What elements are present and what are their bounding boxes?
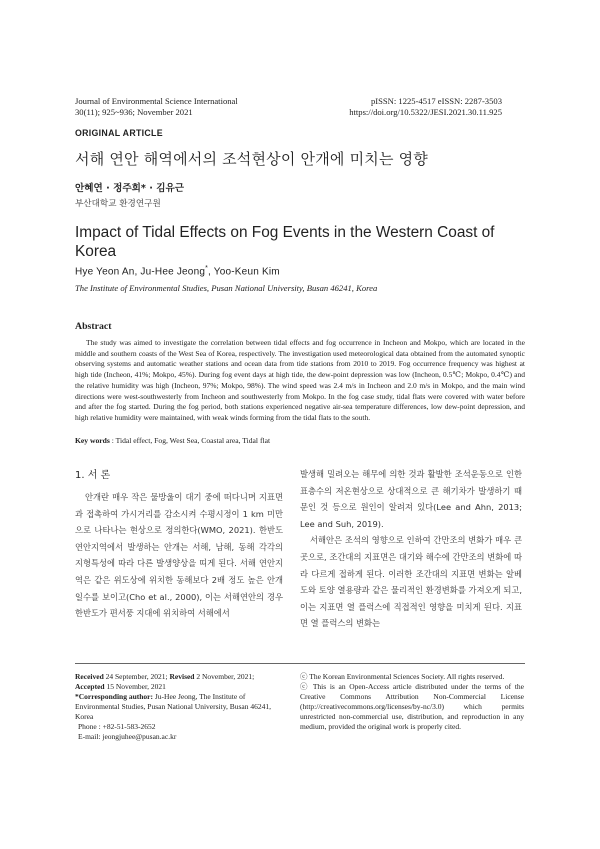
- article-type: ORIGINAL ARTICLE: [75, 128, 163, 138]
- license-notice: ⓒ This is an Open-Access article distributed under the terms of the Creative Commons Attribution Non-Commercial License (http://creativecommons.org/licenses/by-nc/3.0) which permits unrestricted non-commercial use, distribution, and reproduction in any medium, provided the original work is properly cited.: [300, 682, 524, 731]
- title-english: Impact of Tidal Effects on Fog Events in the Western Coast of Korea: [75, 224, 495, 260]
- intro-left-column: 안개란 매우 작은 물방울이 대기 중에 떠다니며 지표면과 접촉하여 가시거리를 감소시켜 수평시정이 1 km 미만으로 나타나는 현상으로 정의한다(WMO, 2021). 한반도 연안지역에서 발생하는 안개는 서해, 남해, 동해 각각의 지형특성에 따라 다른 발생양상을 띠게 된다. 서해 연안지역은 같은 위도상에 위치한 동해보다 2배 정도 높은 안개 일수를 보이고(Cho et al., 2000), 이는 서해연안의 경우 한반도가 편서풍 지대에 위치하여 서해에서: [75, 492, 283, 619]
- keywords-label: Key words: [75, 436, 110, 445]
- intro-paragraph-2: 서해안은 조석의 영향으로 인하여 간만조의 변화가 매우 큰 곳으로, 조간대의 지표면은 대기와 해수에 간만조의 변화에 따라 다르게 접하게 된다. 이러한 조간대의 지표면 변화는 알베도와 토양 열용량과 같은 물리적인 환경변화를 가져오게 되고, 이는 지표면 열 플럭스에 직접적인 영향을 미치게 된다. 지표면 열 플럭스의 변화는: [300, 535, 522, 629]
- journal-name: Journal of Environmental Science International: [75, 96, 238, 106]
- revised-date: 2 November, 2021;: [194, 672, 255, 681]
- authors-english: [75, 265, 280, 277]
- journal-doi[interactable]: https://doi.org/10.5322/JESI.2021.30.11.925: [349, 107, 502, 117]
- corresponding-label: *Corresponding author:: [75, 692, 153, 701]
- keywords: [75, 436, 525, 445]
- section-heading-introduction: 1. 서 론: [75, 470, 111, 481]
- copyright-notice: ⓒ The Korean Environmental Sciences Society. All rights reserved.: [300, 672, 505, 681]
- corresponding-author: Ju-Hee Jeong, The Institute of Environmental Studies, Pusan National University, Busan 46241, Korea: [75, 692, 271, 721]
- journal-ids: [349, 96, 502, 118]
- authors-english-first: Hye Yeon An, Ju-Hee Jeong: [75, 266, 206, 278]
- revised-label: Revised: [169, 672, 195, 681]
- title-korean: 서해 연안 해역에서의 조석현상이 안개에 미치는 영향: [75, 150, 428, 168]
- footnote-license: [300, 672, 524, 732]
- received-date: 24 September, 2021;: [103, 672, 170, 681]
- journal-info: [75, 96, 238, 118]
- authors-english-rest: , Yoo-Keun Kim: [208, 266, 280, 278]
- abstract-text: The study was aimed to investigate the correlation between tidal effects and fog occurrence in Incheon and Mokpo, which are located in the middle and southern coasts of the West Sea of Korea, respectively. The investigation used meteorological data obtained from the automated synoptic observing systems and automatic weather stations and ocean data from tide stations from 2010 to 2019. Fog occurrence frequency was highest at high tide (Incheon, 41%; Mokpo, 45%). During fog event days at high tide, the dew-point depression was low (Incheon, 0.5℃; Mokpo, 0.4℃) and the relative humidity was high (Incheon, 97%; Mokpo, 98%). The wind speed was 2.4 m/s in Incheon and 2.0 m/s in Mokpo, and the main wind directions were west-southwesterly from Incheon and southwesterly from Mokpo. In the fog case study, tidal flats were covered with water before and after the fog started. During the fog period, both stations experienced negative air-sea temperature differences, low dew-point depression, and high relative humidity were maintained, with weak winds forming from the tidal flats to the south.: [75, 338, 525, 422]
- affiliation-english: The Institute of Environmental Studies, Pusan National University, Busan 46241, Korea: [75, 283, 378, 293]
- abstract-heading: Abstract: [75, 321, 112, 332]
- phone: Phone : +82-51-583-2652: [78, 722, 156, 731]
- accepted-label: Accepted: [75, 682, 105, 691]
- corresponding-mark: *: [205, 265, 209, 272]
- journal-issn: pISSN: 1225-4517 eISSN: 2287-3503: [370, 96, 502, 106]
- affiliation-korean: 부산대학교 환경연구원: [75, 199, 161, 209]
- authors-korean: 안혜연 · 정주희* · 김유근: [75, 183, 185, 194]
- email[interactable]: E-mail: jeongjuhee@pusan.ac.kr: [78, 732, 177, 741]
- journal-volume: 30(11); 925~936; November 2021: [75, 107, 193, 117]
- footnote-dates-correspondence: [75, 672, 290, 742]
- received-label: Received: [75, 672, 104, 681]
- footnote-divider: [75, 663, 525, 664]
- accepted-date: 15 November, 2021: [104, 682, 166, 691]
- keywords-list: : Tidal effect, Fog, West Sea, Coastal area, Tidal flat: [109, 436, 271, 445]
- intro-right-column: [300, 466, 522, 632]
- intro-paragraph-1-cont: 발생해 밀려오는 해무에 의한 것과 활발한 조석운동으로 인한 표층수의 저온현상으로 상대적으로 큰 해기차가 발생하기 때문인 것 등으로 원인이 알려져 있다(Lee and Ahn, 2013; Lee and Suh, 2019).: [300, 469, 522, 529]
